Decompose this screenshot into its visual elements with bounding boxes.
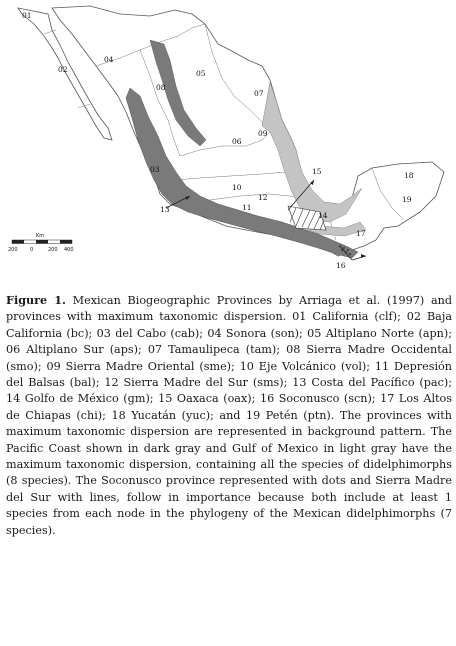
caption-text: Mexican Biogeographic Provinces by Arriaga et al. (1997) and provinces with maximum taxonomic dispersion. 01 California (clf); 02 Baja California (bc); 03 del Cabo (cab); 04 Sonora (son); 05 Altiplano Norte (apn); 06 Altiplano Sur (aps); 07 Tamaulipeca (tam); 08 Sierra Madre Occidental (smo); 09 Sierra Madre Oriental (sme); 10 Eje Volcánico (vol); 11 Depresión del Balsas (bal); 12 Sierra Madre del Sur (sms); 13 Costa del Pacífico (pac); 14 Golfo de México (gm); 15 Oaxaca (oax); 16 Soconusco (scn); 17 Los Altos de Chiapas (chi); 18 Yucatán (yuc); and 19 Petén (ptn). The provinces with maximum taxonomic dispersion are represented in background pattern. The Pacific Coast shown in dark gray and Gulf of Mexico in light gray have the maximum taxonomic dispersion, containing all the species of didelphimorphs (8 species). The Soconusco province represented with dots and Sierra Madre del Sur with lines, follow in importance because both include at least 1 species from each node in the phylogeny of the Mexican didelphimorphs (7 species). (6, 294, 452, 537)
label-18: 18 (404, 171, 414, 180)
label-12: 12 (258, 193, 268, 202)
scale-tick-1: 0 (30, 247, 34, 253)
label-08: 08 (156, 83, 166, 92)
label-03: 03 (150, 165, 160, 174)
scale-tick-2: 200 (48, 247, 58, 253)
scale-tick-0: 200 (8, 247, 18, 253)
scale-tick-3: 400 (64, 247, 74, 253)
scale-unit: Km (36, 233, 45, 239)
scale-bar (8, 233, 74, 253)
label-04: 04 (104, 55, 114, 64)
label-09: 09 (258, 129, 268, 138)
label-11: 11 (242, 203, 252, 212)
label-13: 13 (160, 205, 170, 214)
label-10: 10 (232, 183, 242, 192)
label-17: 17 (356, 229, 366, 238)
label-01: 01 (22, 11, 32, 20)
mexico-provinces-map (0, 0, 456, 290)
label-19: 19 (402, 195, 412, 204)
label-14: 14 (318, 211, 328, 220)
label-16: 16 (336, 261, 346, 270)
label-06: 06 (232, 137, 242, 146)
caption-label: Figure 1. (6, 293, 66, 307)
label-02: 02 (58, 65, 68, 74)
label-07: 07 (254, 89, 264, 98)
label-15: 15 (312, 167, 322, 176)
label-05: 05 (196, 69, 206, 78)
figure-caption (6, 292, 452, 539)
